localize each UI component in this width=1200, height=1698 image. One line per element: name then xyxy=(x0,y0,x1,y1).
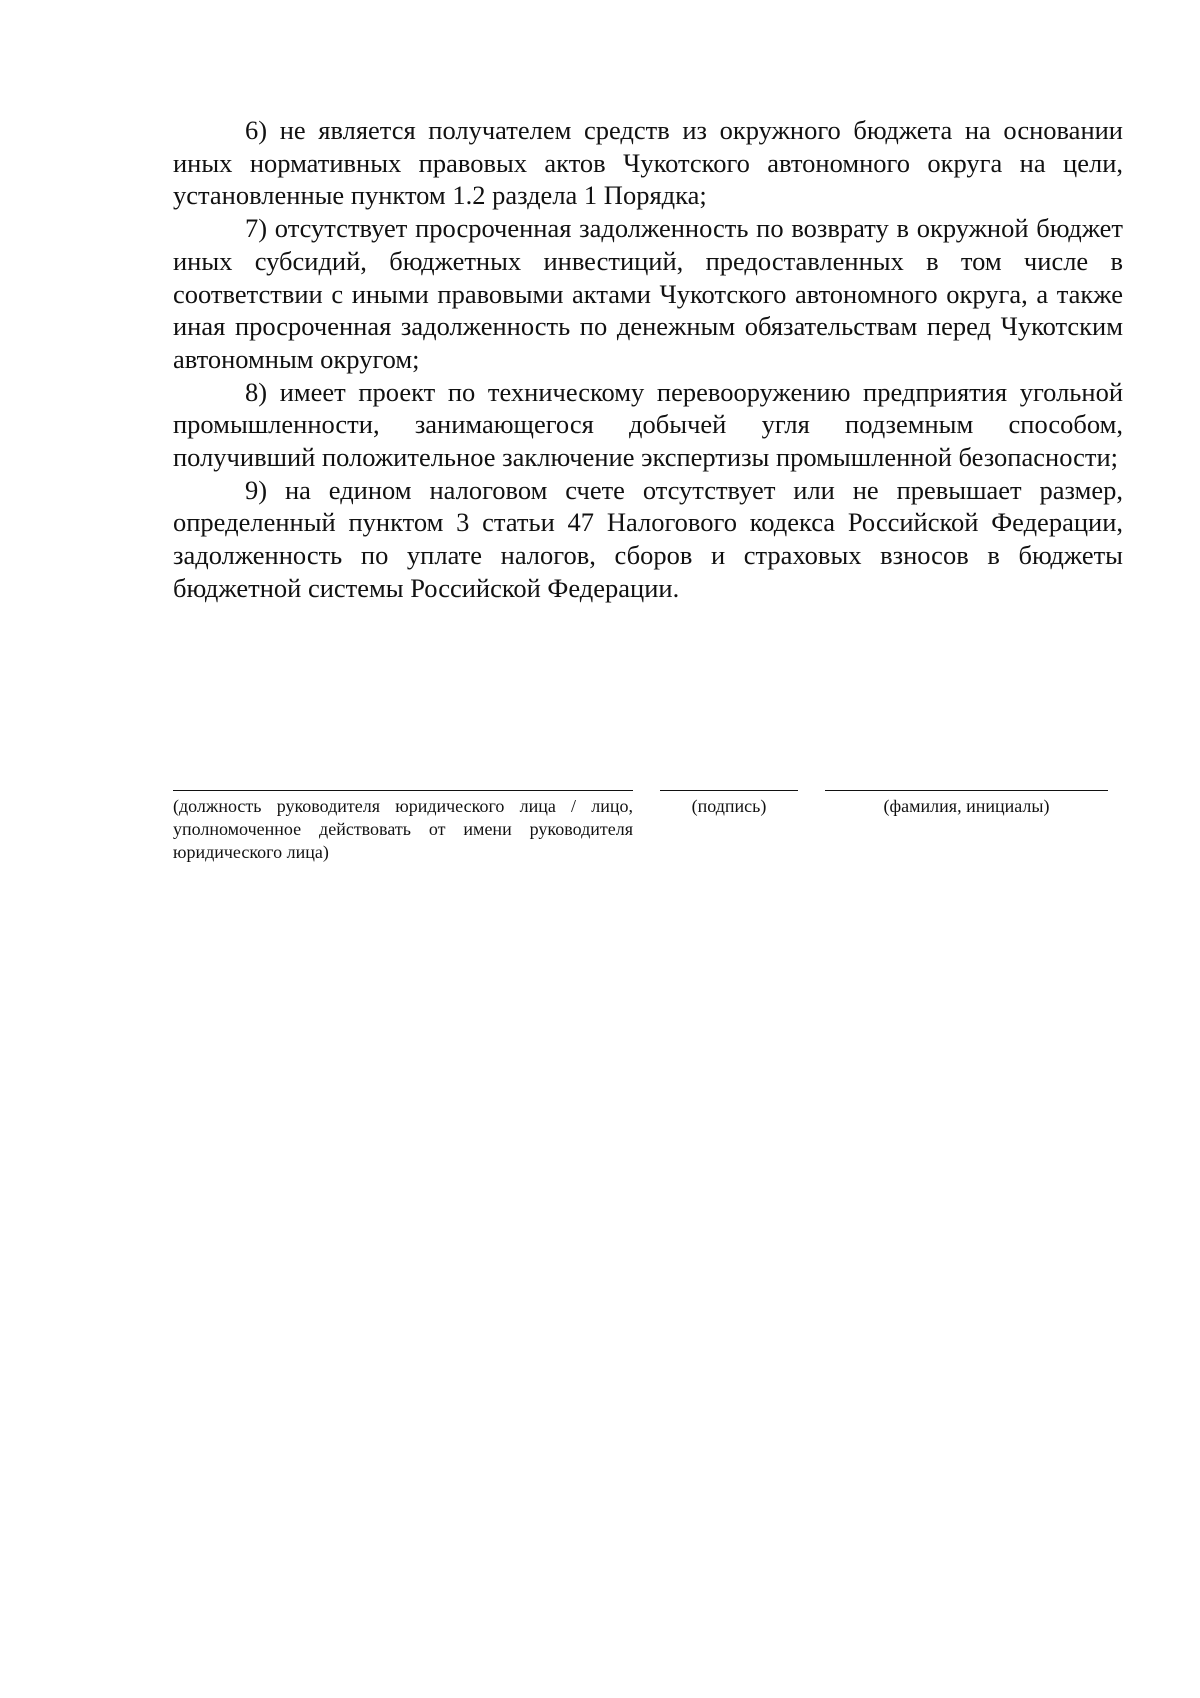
signature-block xyxy=(173,790,1123,880)
position-caption: (должность руководителя юридического лица / лицо, уполномоченное действовать от имени руководителя юридического лица) xyxy=(173,796,633,862)
paragraph-item-7: 7) отсутствует просроченная задолженность по возврату в окружной бюджет иных субсидий, бюджетных инвестиций, предоставленных в том числе в соответствии с иными правовыми актами Чукотского автономного округа, а также иная просроченная задолженность по денежным обязательствам перед Чукотским автономным округом; xyxy=(173,213,1123,374)
name-line xyxy=(825,790,1108,791)
paragraph-item-8: 8) имеет проект по техническому перевооружению предприятия угольной промышленности, занимающегося добычей угля подземным способом, получивший положительное заключение экспертизы промышленной безопасности; xyxy=(173,376,1123,473)
position-field xyxy=(173,790,633,864)
name-caption: (фамилия, инициалы) xyxy=(883,796,1050,816)
name-field xyxy=(825,790,1108,818)
signature-line xyxy=(660,790,798,791)
paragraph-item-9: 9) на едином налоговом счете отсутствует или не превышает размер, определенный пунктом 3 статьи 47 Налогового кодекса Российской Федерации, задолженность по уплате налогов, сборов и страховых взносов в бюджеты бюджетной системы Российской Федерации. xyxy=(173,474,1123,603)
position-line xyxy=(173,790,633,791)
paragraph-item-6: 6) не является получателем средств из окружного бюджета на основании иных нормативных правовых актов Чукотского автономного округа на цели, установленные пунктом 1.2 раздела 1 Порядка; xyxy=(173,115,1123,211)
signature-caption: (подпись) xyxy=(691,796,767,816)
document-body xyxy=(173,114,1123,605)
signature-field xyxy=(660,790,798,818)
